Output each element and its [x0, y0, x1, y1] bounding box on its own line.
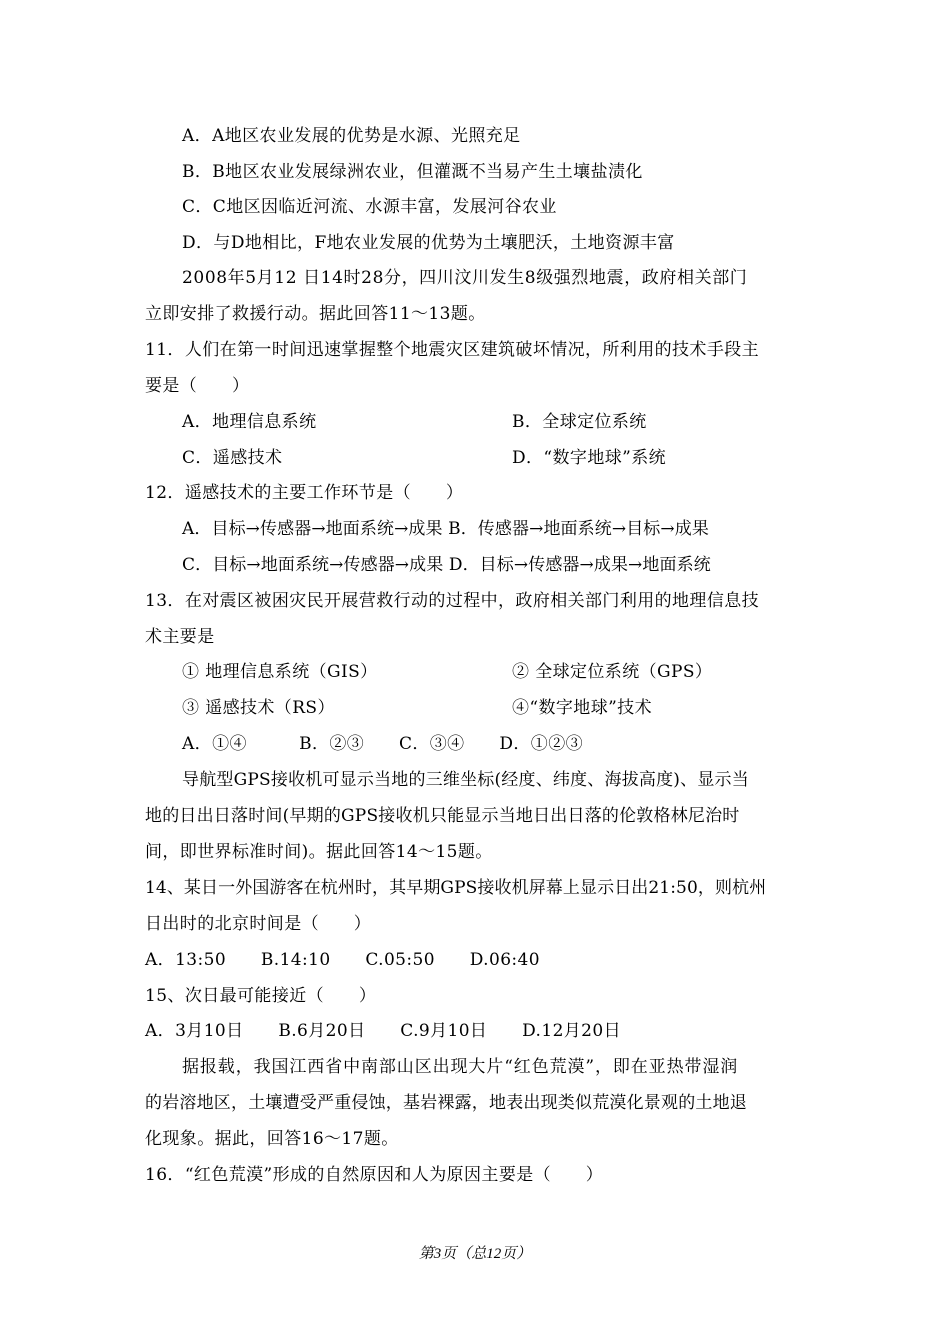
- q13-item-4: ④“数字地球”技术: [512, 698, 652, 718]
- q11-option-c: C．遥感技术: [182, 448, 283, 468]
- q11-stem-line1: 11．人们在第一时间迅速掌握整个地震灾区建筑破坏情况，所利用的技术手段主: [145, 340, 760, 360]
- q12-options-cd: C．目标→地面系统→传感器→成果 D．目标→传感器→成果→地面系统: [182, 555, 711, 575]
- passage-desert-line3: 化现象。据此，回答16～17题。: [145, 1129, 399, 1149]
- q10-option-c: C．C地区因临近河流、水源丰富，发展河谷农业: [182, 197, 557, 217]
- q11-option-a: A．地理信息系统: [182, 412, 317, 432]
- q14-stem-line1: 14、某日一外国游客在杭州时，其早期GPS接收机屏幕上显示日出21:50，则杭州: [145, 878, 767, 898]
- passage-desert-line1: 据报载，我国江西省中南部山区出现大片“红色荒漠”，即在亚热带湿润: [182, 1057, 739, 1077]
- passage-gps-line2: 地的日出日落时间(早期的GPS接收机只能显示当地日出日落的伦敦格林尼治时: [145, 806, 740, 826]
- page-footer: 第3页（总12页）: [418, 1246, 532, 1262]
- q13-stem-line1: 13．在对震区被困灾民开展营救行动的过程中，政府相关部门利用的地理信息技: [145, 591, 760, 611]
- q12-options-ab: A．目标→传感器→地面系统→成果 B．传感器→地面系统→目标→成果: [182, 519, 709, 539]
- q14-options: A．13:50 B.14:10 C.05:50 D.06:40: [145, 950, 540, 970]
- q13-item-3: ③ 遥感技术（RS）: [182, 698, 335, 718]
- q15-stem: 15、次日最可能接近（ ）: [145, 986, 377, 1006]
- q10-option-a: A．A地区农业发展的优势是水源、光照充足: [182, 126, 521, 146]
- q15-options: A．3月10日 B.6月20日 C.9月10日 D.12月20日: [145, 1021, 622, 1041]
- passage-earthquake-line2: 立即安排了救援行动。据此回答11～13题。: [145, 304, 486, 324]
- q12-stem: 12．遥感技术的主要工作环节是（ ）: [145, 483, 464, 503]
- q13-stem-line2: 术主要是: [145, 627, 215, 647]
- q13-item-1: ① 地理信息系统（GIS）: [182, 662, 378, 682]
- passage-gps-line3: 间，即世界标准时间)。据此回答14～15题。: [145, 842, 493, 862]
- q14-stem-line2: 日出时的北京时间是（ ）: [145, 914, 372, 934]
- q16-stem: 16．“红色荒漠”形成的自然原因和人为原因主要是（ ）: [145, 1165, 604, 1185]
- q11-stem-line2: 要是（ ）: [145, 376, 250, 396]
- q11-option-b: B．全球定位系统: [512, 412, 647, 432]
- passage-earthquake-line1: 2008年5月12 日14时28分，四川汶川发生8级强烈地震，政府相关部门: [182, 268, 748, 288]
- q13-item-2: ② 全球定位系统（GPS）: [512, 662, 713, 682]
- q10-option-d: D．与D地相比，F地农业发展的优势为土壤肥沃，土地资源丰富: [182, 233, 675, 253]
- passage-gps-line1: 导航型GPS接收机可显示当地的三维坐标(经度、纬度、海拔高度)、显示当: [182, 770, 749, 790]
- q11-option-d: D．“数字地球”系统: [512, 448, 667, 468]
- q13-options: A．①④ B．②③ C．③④ D．①②③: [182, 734, 584, 754]
- q10-option-b: B．B地区农业发展绿洲农业，但灌溉不当易产生土壤盐渍化: [182, 162, 643, 182]
- passage-desert-line2: 的岩溶地区，土壤遭受严重侵蚀，基岩裸露，地表出现类似荒漠化景观的土地退: [145, 1093, 747, 1113]
